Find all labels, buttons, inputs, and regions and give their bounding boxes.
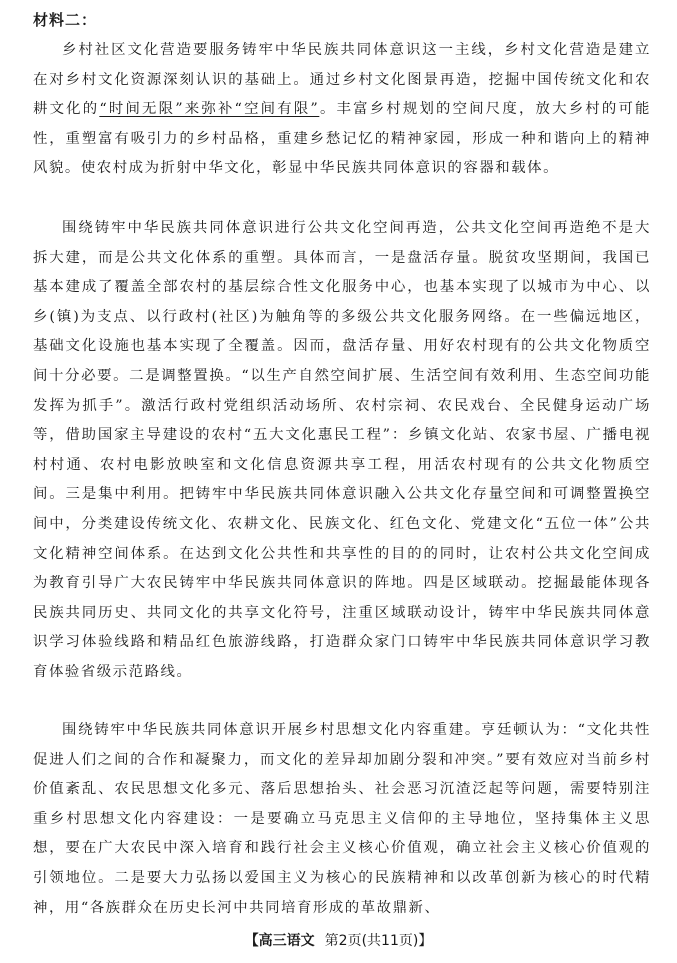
section-title: 材料二：: [33, 11, 98, 29]
paragraph-1: [33, 36, 651, 184]
paragraph-1-underlined-quote: “时间无限”来弥补“空间有限”: [99, 101, 320, 118]
paragraph-1-text-before: 乡村社区文化营造要服务铸牢中华民族共同体意识这一主线，乡村文化营造是建立在对乡村文化资源深刻认识的基础上。通过乡村文化图景再造，挖掘中国传统文化和农耕文化的: [33, 42, 651, 118]
paragraph-1-text-after: 。丰富乡村规划的空间尺度，放大乡村的可能性，重塑富有吸引力的乡村品格，重建乡愁记忆的精神家园，形成一种和谐向上的精神风貌。使农村成为折射中华文化，彰显中华民族共同体意识的容器和载体。: [33, 101, 651, 177]
footer-page-number: 第2页(共11页)】: [324, 933, 433, 949]
paragraph-2: 围绕铸牢中华民族共同体意识进行公共文化空间再造，公共文化空间再造绝不是大拆大建，而是公共文化体系的重塑。具体而言，一是盘活存量。脱贫攻坚期间，我国已基本建成了覆盖全部农村的基层综合性文化服务中心，也基本实现了以城市为中心、以乡(镇)为支点、以行政村(社区)为触角等的多级公共文化服务网络。在一些偏远地区，基础文化设施也基本实现了全覆盖。因而，盘活存量、用好农村现有的公共文化物质空间十分必要。二是调整置换。“以生产自然空间扩展、生活空间有效利用、生态空间功能发挥为抓手”。激活行政村党组织活动场所、农村宗祠、农民戏台、全民健身运动广场等，借助国家主导建设的农村“五大文化惠民工程”：乡镇文化站、农家书屋、广播电视村村通、农村电影放映室和文化信息资源共享工程，用活农村现有的公共文化物质空间。三是集中利用。把铸牢中华民族共同体意识融入公共文化存量空间和可调整置换空间中，分类建设传统文化、农耕文化、民族文化、红色文化、党建文化“五位一体”公共文化精神空间体系。在达到文化公共性和共享性的目的的同时，让农村公共文化空间成为教育引导广大农民铸牢中华民族共同体意识的阵地。四是区域联动。挖掘最能体现各民族共同历史、共同文化的共享文化符号，注重区域联动设计，铸牢中华民族共同体意识学习体验线路和精品红色旅游线路，打造群众家门口铸牢中华民族共同体意识学习教育体验省级示范路线。: [33, 220, 651, 680]
footer-subject: 【高三语文: [244, 933, 315, 949]
paragraph-3: 围绕铸牢中华民族共同体意识开展乡村思想文化内容重建。亨廷顿认为：“文化共性促进人们之间的合作和凝聚力，而文化的差异却加剧分裂和冲突。”要有效应对当前乡村价值紊乱、农民思想文化多元、落后思想抬头、社会恶习沉渣泛起等问题，需要特别注重乡村思想文化内容建设：一是要确立马克思主义信仰的主导地位，坚持集体主义思想，要在广大农民中深入培育和践行社会主义核心价值观，确立社会主义核心价值观的引领地位。二是要大力弘扬以爱国主义为核心的民族精神和以改革创新为核心的时代精神，用“各族群众在历史长河中共同培育形成的革故鼎新、: [33, 722, 651, 916]
page-footer: [0, 930, 677, 950]
